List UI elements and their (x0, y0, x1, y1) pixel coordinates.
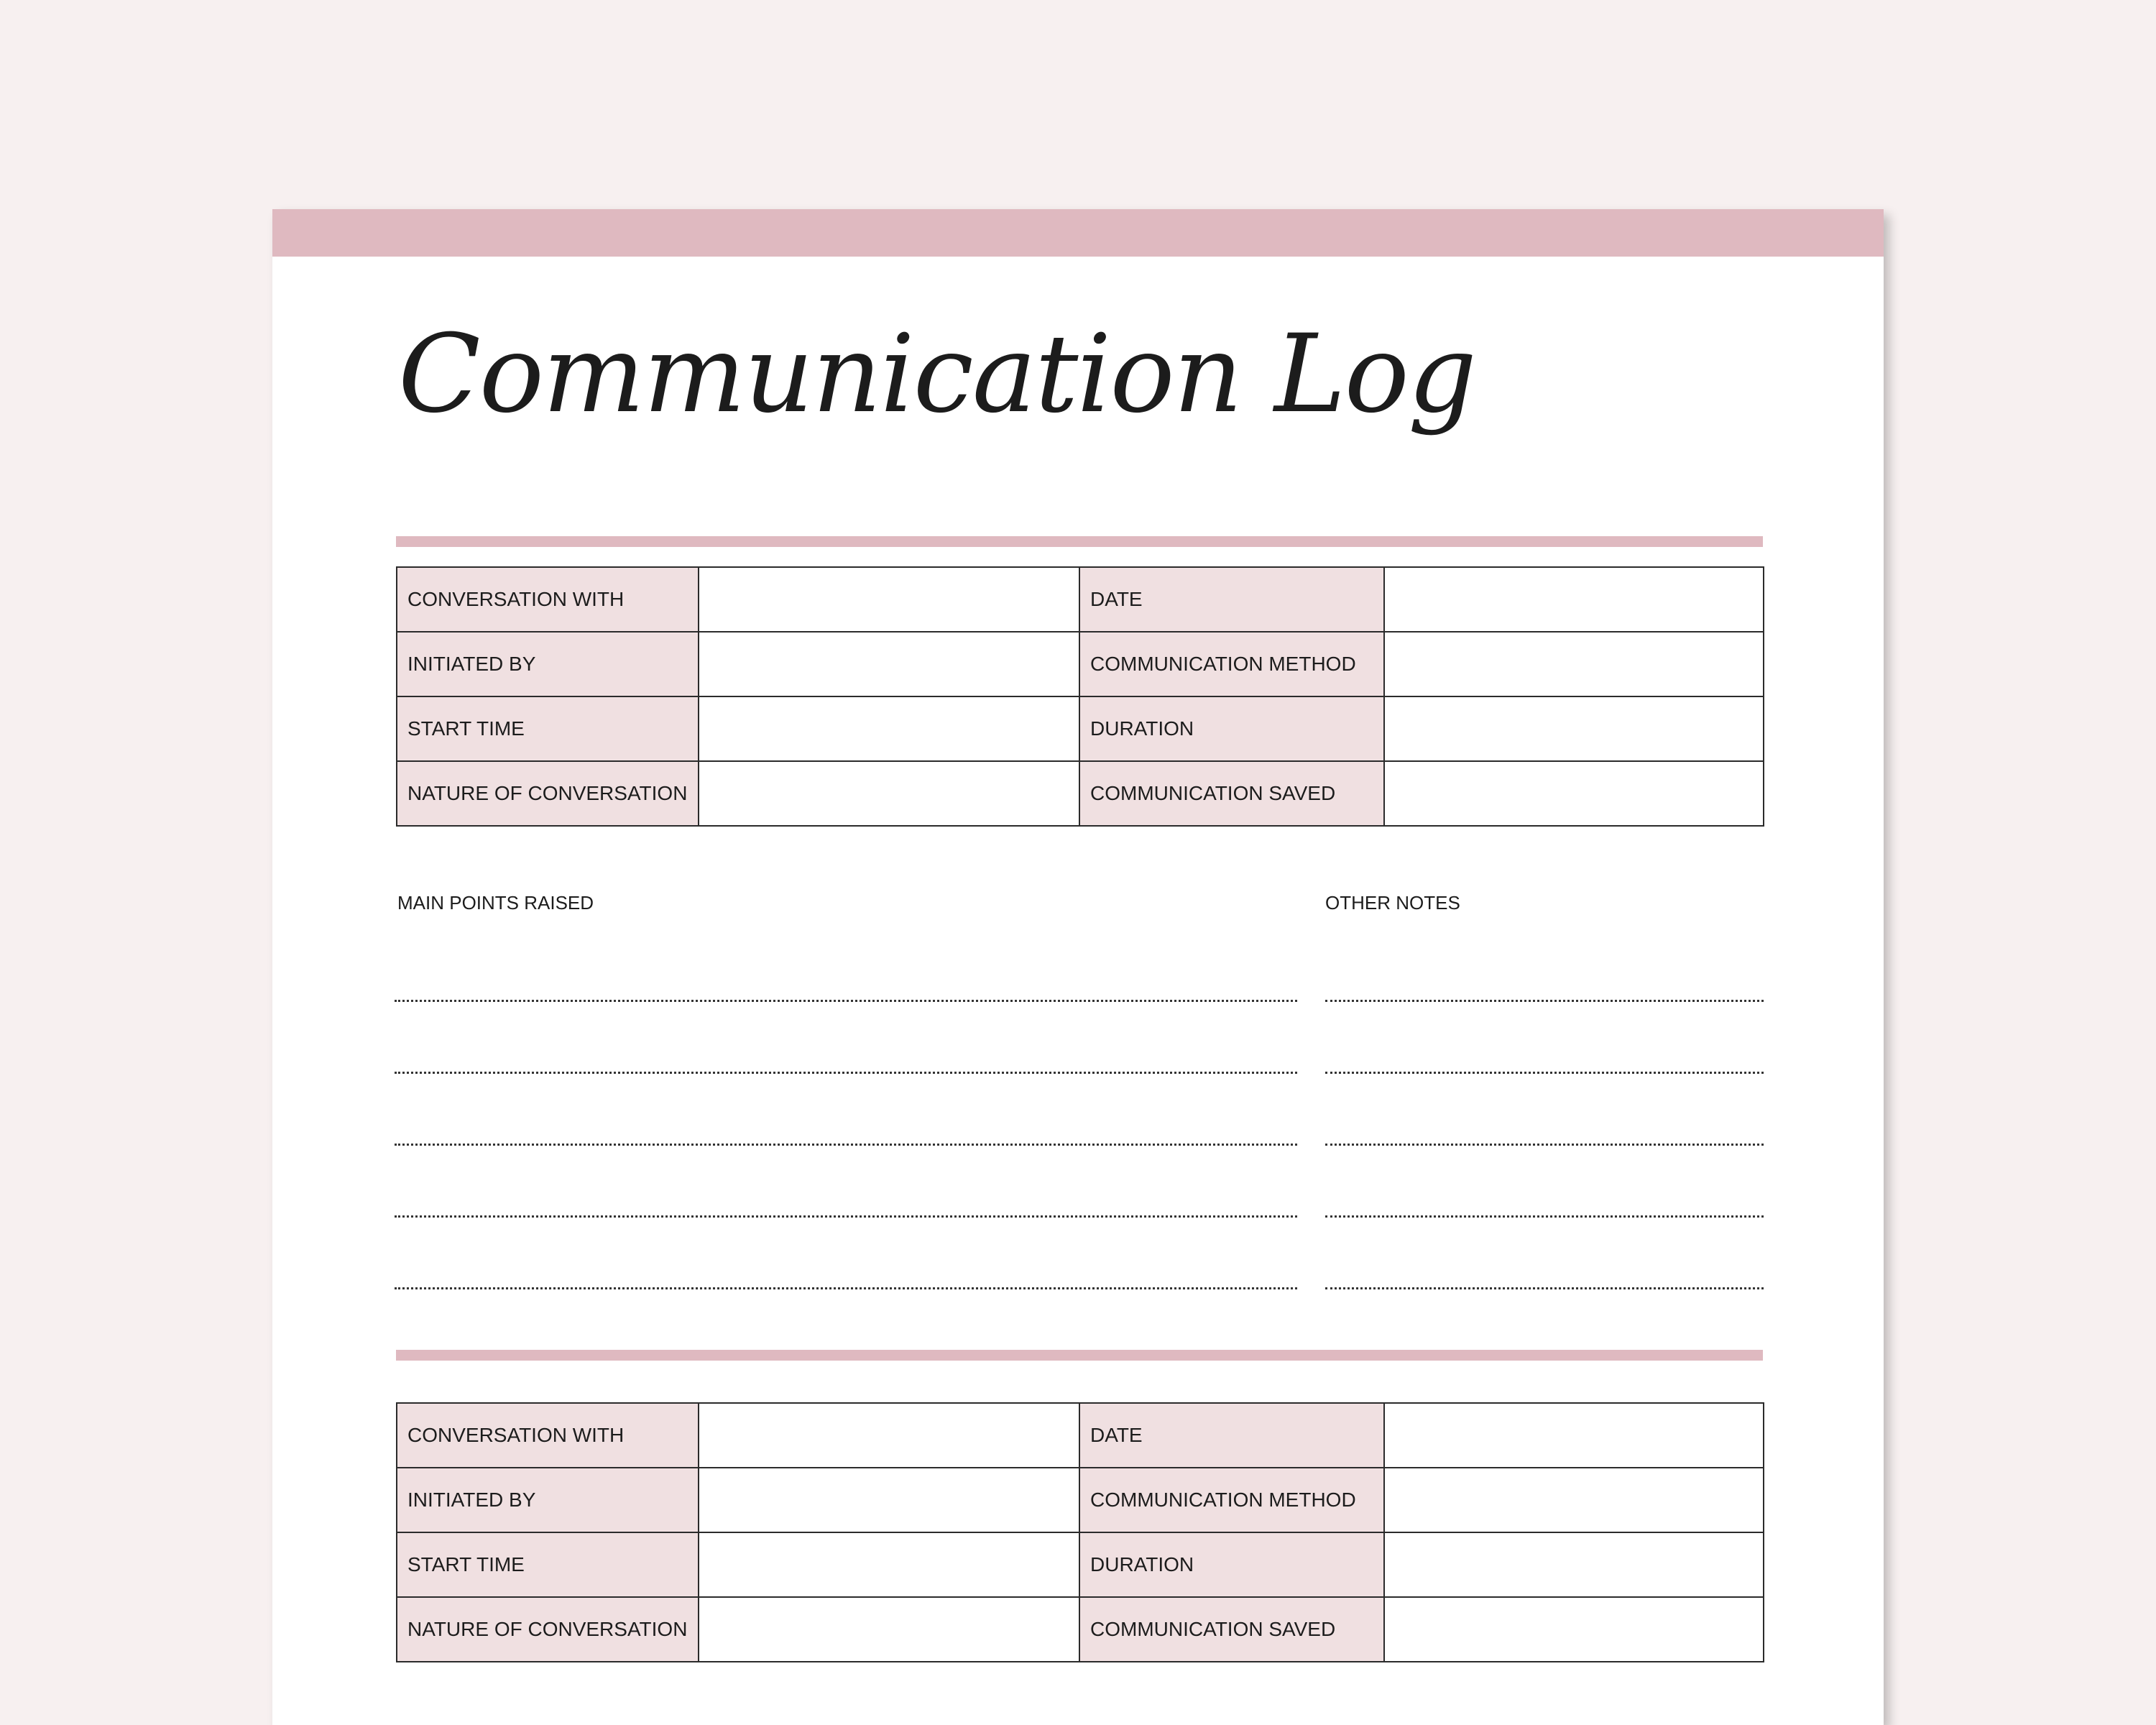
main-points-line[interactable] (395, 1000, 1297, 1002)
other-notes-line[interactable] (1325, 1144, 1764, 1146)
other-notes-line[interactable] (1325, 1287, 1764, 1289)
duration-field[interactable] (1384, 1532, 1764, 1597)
planner-sheet (272, 209, 1884, 1725)
communication-saved-field[interactable] (1384, 1597, 1764, 1662)
nature-of-conversation-field[interactable] (699, 761, 1079, 826)
field-label: COMMUNICATION SAVED (1079, 761, 1384, 826)
table-row (397, 696, 1764, 761)
conversation-with-field[interactable] (699, 567, 1079, 632)
communication-method-field[interactable] (1384, 632, 1764, 696)
field-label: DURATION (1079, 696, 1384, 761)
table-row (397, 1468, 1764, 1532)
initiated-by-field[interactable] (699, 1468, 1079, 1532)
communication-saved-field[interactable] (1384, 761, 1764, 826)
main-points-line[interactable] (395, 1072, 1297, 1074)
field-label: COMMUNICATION METHOD (1079, 632, 1384, 696)
nature-of-conversation-field[interactable] (699, 1597, 1079, 1662)
main-points-line[interactable] (395, 1287, 1297, 1289)
main-points-line[interactable] (395, 1144, 1297, 1146)
other-notes-heading: OTHER NOTES (1325, 892, 1460, 914)
table-row (397, 1532, 1764, 1597)
date-field[interactable] (1384, 567, 1764, 632)
field-label: NATURE OF CONVERSATION (397, 761, 699, 826)
main-points-heading: MAIN POINTS RAISED (397, 892, 594, 914)
table-row (397, 1403, 1764, 1468)
conversation-with-field[interactable] (699, 1403, 1079, 1468)
field-label: DATE (1079, 1403, 1384, 1468)
section-divider-top (396, 536, 1763, 547)
main-points-line[interactable] (395, 1215, 1297, 1218)
field-label: CONVERSATION WITH (397, 567, 699, 632)
page-title: Communication Log (398, 312, 1475, 437)
log-entry-table-2 (396, 1402, 1764, 1662)
other-notes-line[interactable] (1325, 1072, 1764, 1074)
field-label: NATURE OF CONVERSATION (397, 1597, 699, 1662)
table-row (397, 1597, 1764, 1662)
table-row (397, 632, 1764, 696)
table-row (397, 567, 1764, 632)
other-notes-line[interactable] (1325, 1215, 1764, 1218)
log-entry-table-1 (396, 566, 1764, 827)
field-label: START TIME (397, 696, 699, 761)
top-accent-band (272, 209, 1884, 257)
date-field[interactable] (1384, 1403, 1764, 1468)
field-label: INITIATED BY (397, 1468, 699, 1532)
other-notes-line[interactable] (1325, 1000, 1764, 1002)
field-label: INITIATED BY (397, 632, 699, 696)
section-divider-bottom (396, 1350, 1763, 1361)
initiated-by-field[interactable] (699, 632, 1079, 696)
field-label: COMMUNICATION SAVED (1079, 1597, 1384, 1662)
communication-method-field[interactable] (1384, 1468, 1764, 1532)
start-time-field[interactable] (699, 1532, 1079, 1597)
duration-field[interactable] (1384, 696, 1764, 761)
table-row (397, 761, 1764, 826)
field-label: COMMUNICATION METHOD (1079, 1468, 1384, 1532)
field-label: DURATION (1079, 1532, 1384, 1597)
field-label: CONVERSATION WITH (397, 1403, 699, 1468)
start-time-field[interactable] (699, 696, 1079, 761)
field-label: START TIME (397, 1532, 699, 1597)
field-label: DATE (1079, 567, 1384, 632)
